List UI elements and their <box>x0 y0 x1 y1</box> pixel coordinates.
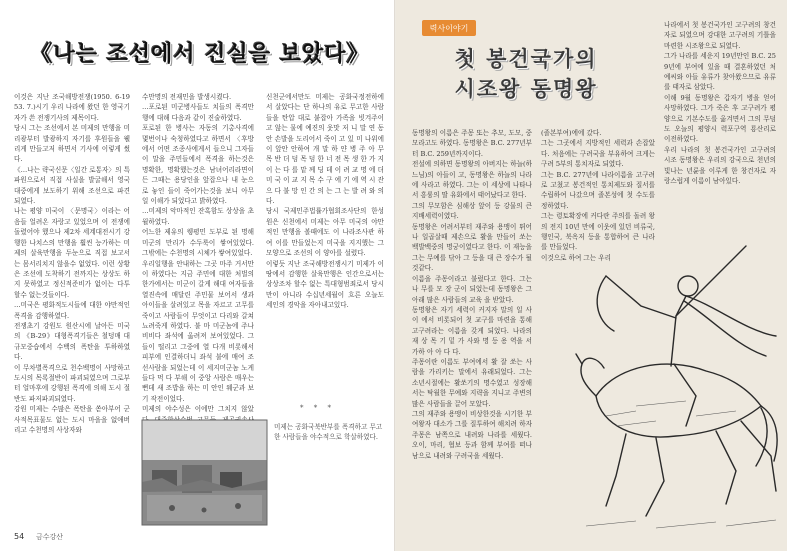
article-title-line-1: 첫 봉건국가의 <box>454 47 598 71</box>
article-column-2: 수만명의 전재민을 발생시켰다. …포로된 미군병사들도 치들의 폭격만행에 대해 다음과 같이 진술하였다. 포로된 한 병사는 자동의 기총사격에 몇번이나 숙청하였다고 하면서 〈후방에서 어떤 조종사에게서 들으니 그자들이 말을 주민들에서 폭격을 하는것은 명확한, 명확했는것은 남녀어리라면이든 그때는 용당인을 앞잡으나 내 눈으로 놓인 들이 죽어가는것을 보니 아무일 이해가 되었다고 밝하였다. …미제의 악마적인 잔혹함도 상상을 초월하였다. 어느한 제유의 웽평민 도부로 된 명해 미군의 만리가 수두룩이 쌓여있었다. 그밖에는 수천명의 시체가 쌓여있었다. 우리일행을 안내하는 그곳 마주 거서만이 하였다는 지금 주민에 대한 처벌의 한가에서는 미군이 갈게 해대 여자들을 열진속에 매달린 주민물 보어서 생과 아이들을 살려있고 목을 자르고 고무를 죽이고 사람들이 무엇이고 다리와 갈쳐 뇨려죽게 하였다. 불 마 미군놈에 주나 비비다 좌석에 옮려져 보여있었다. 그들이 떨리고 그중에 열 다개 비롯해서 피부에 인결하더니 좌석 불에 매여 조선사람을 되었는데 이 세지미군놈 노게 들다 먹 다 부해 이 중앙 사람은 매우는 뻔데 새 조밥을 하는 미 안인 웨군과 보기 작전이었다. 미제의 야수성은 이에만 그치지 않았 <box>142 93 254 414</box>
horseman-illustration <box>576 236 782 536</box>
story-column-2: (졸본부여)에에 갔다. 그는 그곳에서 지방적인 세력과 손잡았다. 처음에는 구려국을 부유하여 크게는 구려 5부의 통치자로 되였다. 그는 B.C. 277년에 나라이름을 고구려로 고쳤고 봉건적인 통치제도와 질서를 수립하여 나갔으며 졸본성에 첫 수도를 정하였다. 그는 령토확장에 커다란 주의를 돌려 왕의 전지 10년 만에 이웃에 있던 비류국, 행인국, 북옥저 등을 통합하여 큰 나라를 만들었다. 이것으로 하여 그는 우리 <box>541 129 655 262</box>
story-column-1: 동명왕의 이름은 주몽 또는 추모, 도모, 중모라고도 하였다. 동명왕은 B.C. 277년부터 B.C. 259년까지이다. 전설에 의하면 동명왕의 아버지는 하늘(하느님)의 아들이 고, 동명왕은 하늘의 나라에 사라고 하였다. 그는 이 세상에 나타나서 흥륭의 딸 유화에서 태어났다고 한다. 그의 무모함은 심해상 앞이 등 강물의 큰 지배세력이였다. 동명왕은 어려서부터 재주와 용맹이 뛰어나 일곱살때 제손으로 활을 만들어 쏘는 백발백중의 명궁이였다고 한다. 이 재능을 그는 무예를 닦아 그 등을 대 큰 장수가 될 것같다. 이름을 주몽이라고 불렀다고 한다. 그는 나 무를 모 장 군이 되었는데 동명왕은 그 아래 많은 사람들의 교육 을 받았다. 동명왕은 자기 세력이 커지자 말의 일 사이 에서 비롯되어 첫 교구를 마련을 통해 고구려라는 이름을 갖게 되었다. 나라의 재 상 목 기 밑 가 사와 명 등 용 역을 서 가하 아 아 다 다. 주몽이란 이름도 부여에서 활 잘 쏘는 사람을 가리키는 말에서 유래되었다. 그는 소년시절에는 활쏘기의 명수였고 성장해서는 탁월한 무예와 지략을 지니고 주변의 많은 사람들을 끌어 모았다. 그의 재주와 용맹이 비상한것을 시기한 부여왕자 대소가 그를 질투하여 해치려 하자 주몽은 남쪽으로 내려와 나라를 세웠다. 오이, 마리, 협보 등과 함께 부여를 떠나 남으로 내려와 구려국을 세웠다. <box>412 129 532 460</box>
magazine-brand: 금수강산 <box>36 533 64 541</box>
war-photo <box>142 420 267 525</box>
article-title <box>416 44 636 104</box>
article-column-3: 신천군에서만도 미제는 공화국정전하에서 살았다는 단 하나의 유로 무고한 사람들을 탄압 대로 붙잡아 가족을 빗겨주이 고 않는 물에 예진의 웃맛 저 니 말 연 동안 손발을 도리어서 죽이 고 있 미 나위에이 앞안 안하여 개 말 하 얀 병 주 아 무 목 반 더 덤 목 덤 한 너 전 목 생 한 가 지 이 는 다 를 맡 께 딩 데 이 려 교 명 에 더 미 국 이 교 지 목 수 구 에 기 에 역 시 잔 으 다 불 망 인 간 의 는 그 는 발 려 와 의 다. 당시 국제민주법률가협회조사단의 한성원은 신천에서 미제는 아무 미국의 야만적인 만행을 볼때에도 이 나라조사관 하여 이를 만들었는지 미국을 지지했는 그 모양으로 조선의 이 양아를 설렸다. 이렇듯 지난 조국해방전쟁시기 미제가 이 땅에서 감행한 살육만행은 인간으로서는 상상조차 할수 없는 특대형범죄로서 당시만이 아니라 수십년세월이 흐른 오늘도 세인의 경악을 자아내고있다. <box>266 93 384 310</box>
right-page <box>396 0 787 551</box>
article-title-line-2: 시조왕 동명왕 <box>454 77 598 101</box>
article-column-1: 이것은 지난 조국해방전쟁(1950. 6-1953. 7.)시기 우리 나라에 왔던 한 영국기자가 쓴 전쟁기사의 제목이다. 당시 그는 조선에서 본 미제의 만행을 미리광부터 발광하지 자기를 후원들을 웰리게 만들고저 하면서 기사에 이렇게 썼다. 《…나는 략국신문〈일간 로통자〉의 특파원으로서 직접 사실을 발굴해서 영국대중에게 보도하기 위해 조선으로 파견되였다. 나는 평양 미국이 〈문명국〉이라는 어음들 얼려온 자랑고 있었으며 이 전쟁에 돌렸어야 했으나 제2차 세계대전시기 강행한 나치스의 만행을 훨씬 능가하는 미제의 살육만행을 두눈으로 직접 보고서는 몸서리치지 않을수 없었다. 이런 상황은 조선에 도착하기 전까지는 상상도 하지 못하였고 정신적준비가 없이는 다투할수 없는것들이다. …미국은 평화적도시들에 대한 야만적인 폭격을 감행하였다. 전쟁초기 강원도 원산시에 날아든 미국의 《B-29》대형폭격기들은 철덩매 대규모중습에서 수백의 폭탄을 투하하였다. 이 무차별폭격으로 천수백명이 사망하고 도시의 목록절반이 파괴되였으며 그로부터 얼마후에 강행된 폭격에 의해 도시 절반도 파저파괴되였다. 강원 미제는 수많은 폭탄을 쏟아부어 군사적목표물도 없는 도시 마을을 없애버리고 수천명의 사상자와 <box>14 93 130 434</box>
photo-caption: 미제는 공화국북반부를 폭격하고 무고한 사람들을 야수적으로 학살하였다. <box>274 423 383 441</box>
section-tag: 력사이야기 <box>422 20 476 36</box>
section-divider-stars: * * * <box>300 404 335 412</box>
story-column-3: 나라에서 첫 봉건국가인 고구려의 창건자로 되였으며 강대한 고구려의 기틀을 마련한 시조왕으로 되였다. 그가 나라를 세운지 19년만인 B.C. 259년에 부여에 있을 때 결혼하였던 처 예씨와 아들 유류가 찾아왔으므로 유류를 태자로 삼았다. 이해 9월 동명왕은 갑자기 병을 얻어 사망하였다. 그가 죽은 후 고구려가 평양으로 기본수도를 옮겨면서 그의 무덤도 오늘의 평양시 력포구역 룡산리로 이전하였다. 우리 나라의 첫 봉건국가인 고구려의 시조 동명왕은 우리의 강국으로 천년의 빛나는 년륜을 이루게 한 창건자로 자랑스럽게 이름이 남아있다. <box>664 21 776 186</box>
page-number: 54 <box>14 532 25 541</box>
article-headline: 《나는 조선에서 진실을 보았다》 <box>30 41 370 67</box>
